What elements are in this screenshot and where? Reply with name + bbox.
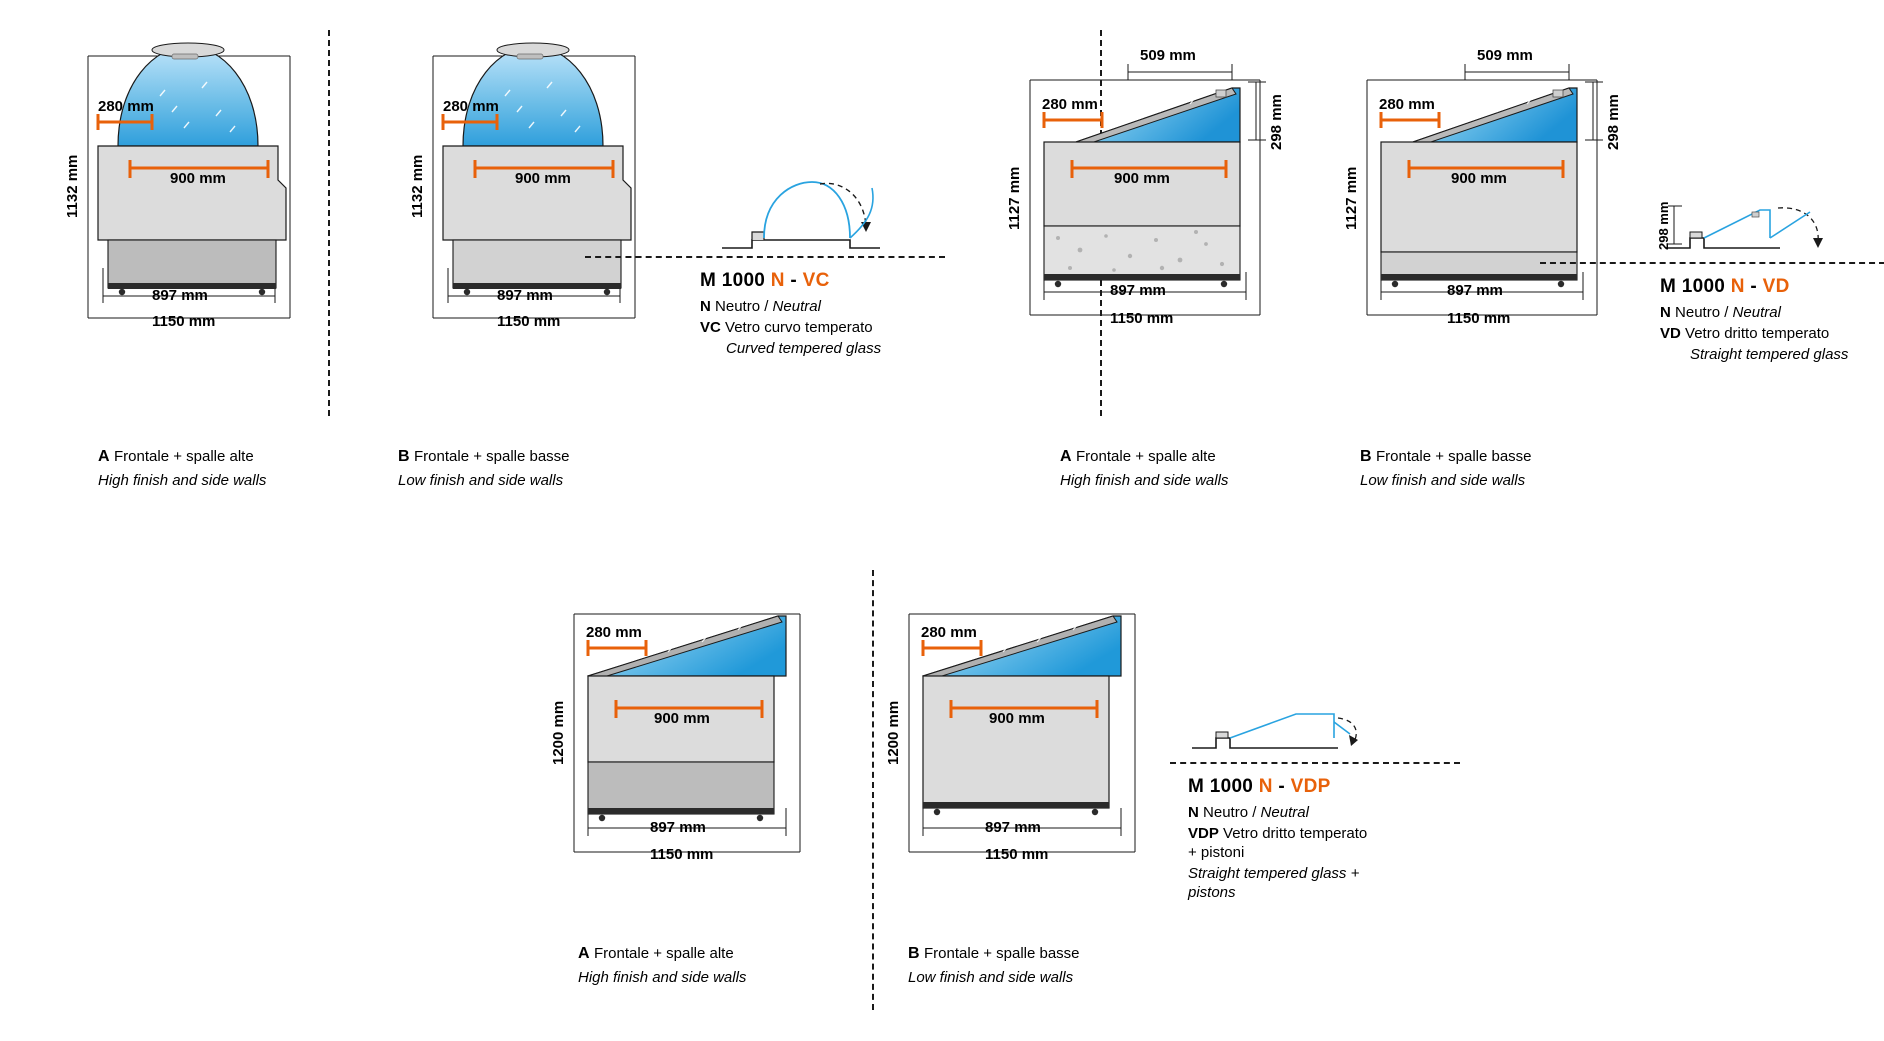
dim-height-1127: 1127 mm <box>1006 166 1023 230</box>
dim-height-1127: 1127 mm <box>1343 166 1360 230</box>
dim-glass-509: 509 mm <box>1477 47 1533 64</box>
legend-row-en: Neutral <box>1732 304 1781 321</box>
caption-it: Frontale + spalle basse <box>924 945 1080 962</box>
caption-en: High finish and side walls <box>98 472 267 489</box>
dim-glass-298: 298 mm <box>1268 94 1285 150</box>
caption-m1000-n-vdp-b <box>908 945 1080 986</box>
dim-glass-509: 509 mm <box>1140 47 1196 64</box>
legend-row-vdp <box>1188 825 1367 842</box>
legend-model-title <box>700 270 881 292</box>
caption-m1000-n-vdp-a <box>578 945 746 986</box>
figure-m1000-n-vc-b <box>405 28 665 348</box>
caption-letter: B <box>398 448 410 465</box>
legend-row-code: N <box>1188 804 1199 821</box>
legend-row-code: N <box>1660 304 1671 321</box>
dim-total-1150: 1150 mm <box>1110 310 1174 327</box>
legend-row-en: Neutral <box>772 298 821 315</box>
legend-row-it: Neutro / <box>1675 304 1729 321</box>
legend-model-sep: - <box>1278 776 1286 797</box>
legend-model-prefix: M 1000 <box>700 270 766 291</box>
dim-base-897: 897 mm <box>985 819 1041 836</box>
dim-base-897: 897 mm <box>497 287 553 304</box>
divider-vertical-1 <box>328 30 330 416</box>
figure-m1000-n-vd-b <box>1343 47 1622 350</box>
legend-vdp-rule <box>1170 762 1460 764</box>
dim-work-900: 900 mm <box>1451 170 1507 187</box>
legend-vc-rule <box>585 256 945 258</box>
legend-row-it: Vetro dritto temperato <box>1223 825 1368 842</box>
dim-base-897: 897 mm <box>650 819 706 836</box>
legend-model-code: N <box>1730 276 1745 297</box>
legend-vc-sketch <box>700 170 930 260</box>
dim-base-897: 897 mm <box>152 287 208 304</box>
legend-row-vdp-en: Straight tempered glass + <box>1188 865 1360 882</box>
dim-depth-280: 280 mm <box>443 98 499 115</box>
figure-m1000-n-vd-a <box>1006 47 1285 350</box>
legend-row-n <box>1188 804 1367 821</box>
dim-total-1150: 1150 mm <box>1447 310 1511 327</box>
legend-model-title <box>1188 776 1367 798</box>
dim-total-1150: 1150 mm <box>650 846 714 863</box>
legend-model-sep: - <box>1750 276 1758 297</box>
legend-model-prefix: M 1000 <box>1660 276 1726 297</box>
legend-row-code: N <box>700 298 711 315</box>
dim-total-1150: 1150 mm <box>152 313 216 330</box>
dim-base-897: 897 mm <box>1110 282 1166 299</box>
dim-depth-280: 280 mm <box>1042 96 1098 113</box>
legend-m1000-n-vdp <box>1188 700 1448 901</box>
caption-letter: A <box>578 945 590 962</box>
caption-it: Frontale + spalle basse <box>1376 448 1532 465</box>
legend-vdp-sketch <box>1188 700 1403 760</box>
caption-letter: A <box>98 448 110 465</box>
dim-height-1132: 1132 mm <box>64 154 81 218</box>
caption-en: High finish and side walls <box>1060 472 1229 489</box>
caption-en: Low finish and side walls <box>398 472 564 489</box>
legend-row-n <box>1660 304 1848 321</box>
legend-row-vd <box>1660 325 1848 342</box>
caption-m1000-n-vc-b <box>398 448 570 489</box>
dim-legend-298: 298 mm <box>1656 201 1671 250</box>
caption-it: Frontale + spalle alte <box>114 448 254 465</box>
caption-it: Frontale + spalle basse <box>414 448 570 465</box>
legend-row-code: VDP <box>1188 825 1219 842</box>
legend-row-en: Neutral <box>1260 804 1309 821</box>
caption-en: Low finish and side walls <box>908 969 1074 986</box>
legend-row-n <box>700 298 881 315</box>
divider-vertical-3 <box>872 570 874 1010</box>
dim-depth-280: 280 mm <box>921 624 977 641</box>
caption-m1000-n-vc-a <box>98 448 266 489</box>
dim-depth-280: 280 mm <box>1379 96 1435 113</box>
dim-depth-280: 280 mm <box>586 624 642 641</box>
legend-vd-rule <box>1540 262 1884 264</box>
legend-row-it: Vetro dritto temperato <box>1685 325 1830 342</box>
legend-vd-sketch <box>1660 192 1875 262</box>
legend-row-it: Neutro / <box>1203 804 1257 821</box>
dim-height-1200: 1200 mm <box>885 700 902 765</box>
legend-m1000-n-vd <box>1656 192 1884 363</box>
dim-total-1150: 1150 mm <box>497 313 561 330</box>
dim-glass-298: 298 mm <box>1605 94 1622 150</box>
legend-row-it: Vetro curvo temperato <box>725 319 873 336</box>
legend-row-it: Neutro / <box>715 298 769 315</box>
legend-model-code: N <box>770 270 785 291</box>
dim-base-897: 897 mm <box>1447 282 1503 299</box>
legend-row-code: VD <box>1660 325 1681 342</box>
caption-en: Low finish and side walls <box>1360 472 1526 489</box>
legend-model-code: N <box>1258 776 1273 797</box>
legend-model-prefix: M 1000 <box>1188 776 1254 797</box>
dim-work-900: 900 mm <box>1114 170 1170 187</box>
legend-row-vdp-it2: + pistoni <box>1188 844 1245 861</box>
legend-model-variant: VD <box>1762 276 1790 297</box>
dim-work-900: 900 mm <box>989 710 1045 727</box>
caption-letter: A <box>1060 448 1072 465</box>
figure-m1000-n-vc-a <box>60 28 320 348</box>
caption-letter: B <box>1360 448 1372 465</box>
dim-work-900: 900 mm <box>654 710 710 727</box>
dim-height-1200: 1200 mm <box>550 700 567 765</box>
dim-height-1132: 1132 mm <box>409 154 426 218</box>
legend-row-vd-en: Straight tempered glass <box>1690 346 1849 363</box>
dim-work-900: 900 mm <box>170 170 226 187</box>
caption-m1000-n-vd-b <box>1360 448 1532 489</box>
caption-m1000-n-vd-a <box>1060 448 1228 489</box>
figure-m1000-n-vdp-a <box>550 590 820 870</box>
dim-depth-280: 280 mm <box>98 98 154 115</box>
legend-m1000-n-vc <box>700 170 940 357</box>
legend-row-vdp-en2: pistons <box>1188 884 1236 901</box>
figure-m1000-n-vdp-b <box>885 590 1155 870</box>
legend-model-title <box>1660 276 1848 298</box>
caption-it: Frontale + spalle alte <box>1076 448 1216 465</box>
dim-total-1150: 1150 mm <box>985 846 1049 863</box>
legend-row-vc-en: Curved tempered glass <box>726 340 882 357</box>
caption-letter: B <box>908 945 920 962</box>
legend-model-variant: VC <box>802 270 830 291</box>
legend-model-variant: VDP <box>1290 776 1331 797</box>
legend-row-vc <box>700 319 881 336</box>
legend-model-sep: - <box>790 270 798 291</box>
legend-row-code: VC <box>700 319 721 336</box>
dim-work-900: 900 mm <box>515 170 571 187</box>
caption-it: Frontale + spalle alte <box>594 945 734 962</box>
caption-en: High finish and side walls <box>578 969 747 986</box>
